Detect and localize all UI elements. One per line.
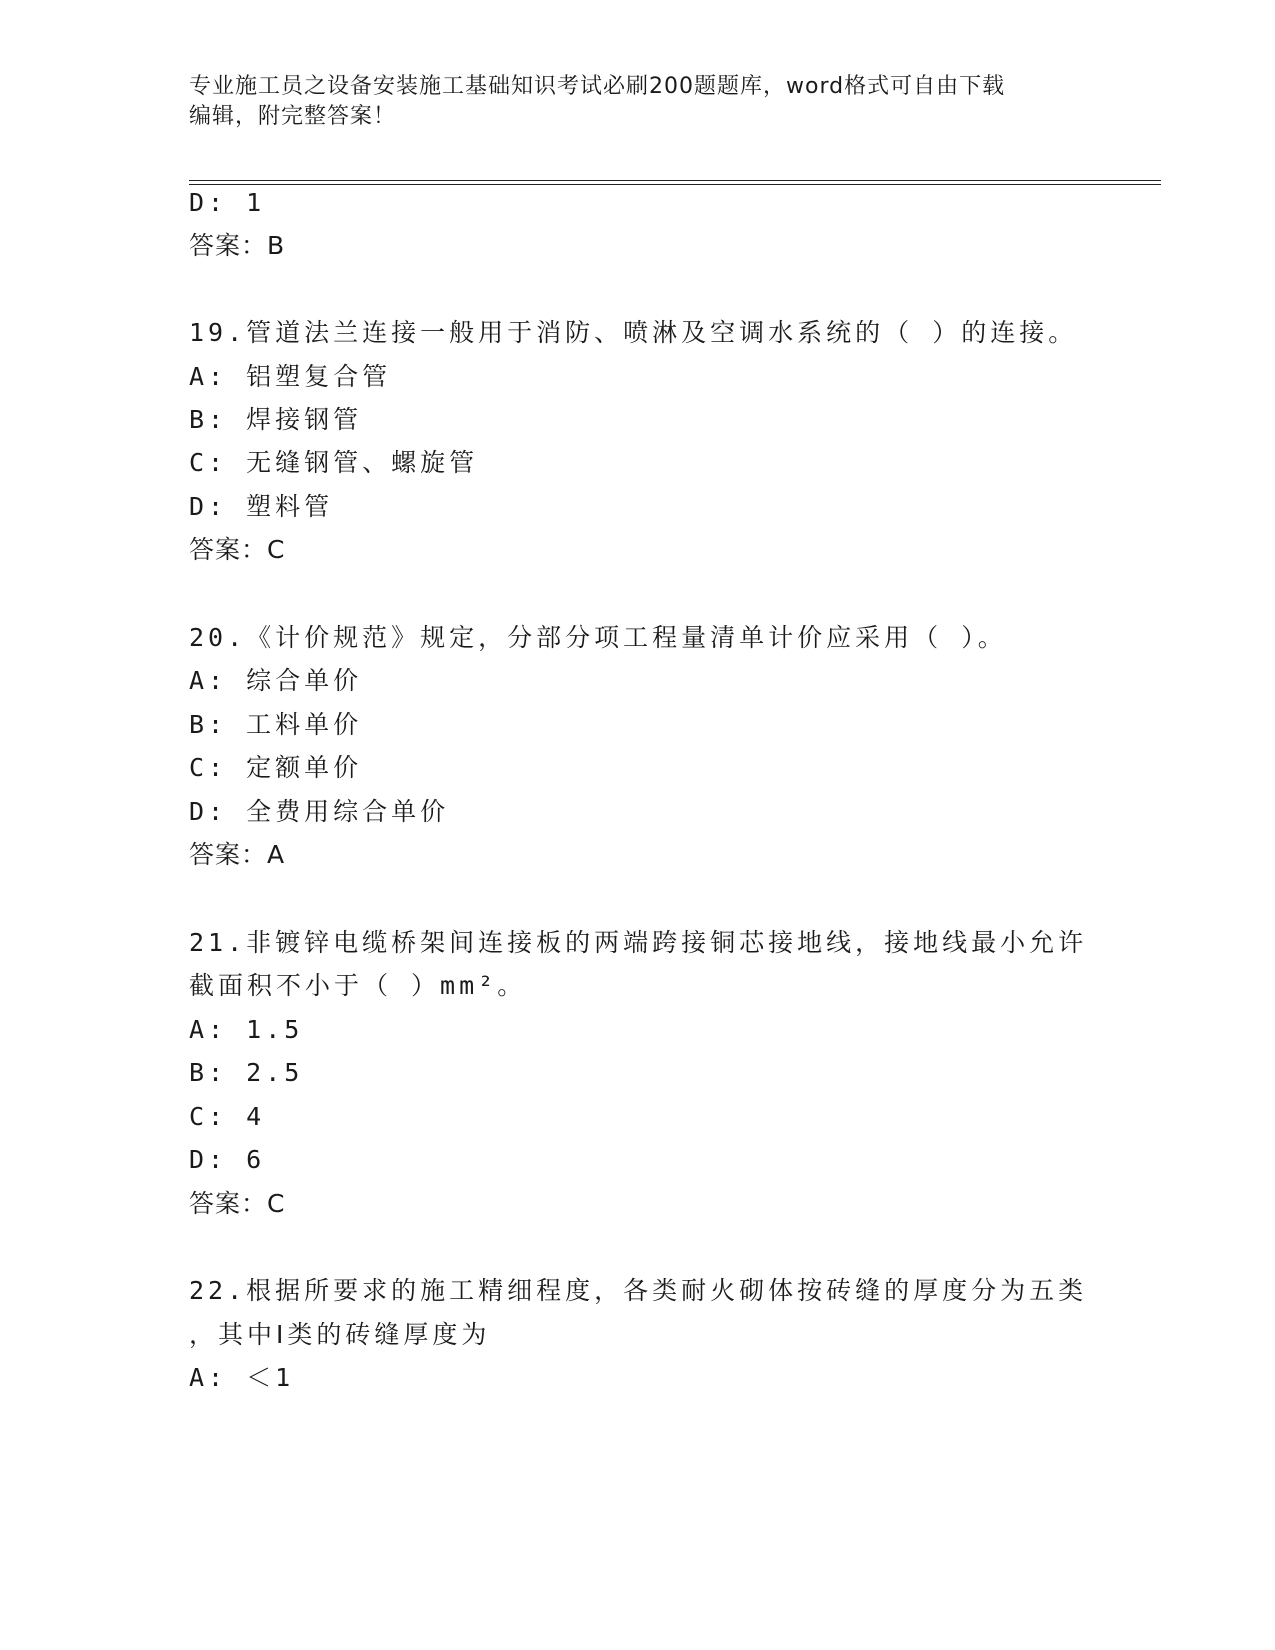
q22-text-line2: ，其中Ⅰ类的砖缝厚度为	[189, 1320, 491, 1349]
document-header	[189, 72, 1089, 132]
q19-option-b: B: 焊接钢管	[189, 405, 363, 434]
q20-text: 20.《计价规范》规定，分部分项工程量清单计价应采用（ ）。	[189, 623, 1007, 652]
q20-option-d: D: 全费用综合单价	[189, 797, 450, 826]
q22-option-a: A: ＜1	[189, 1363, 295, 1392]
header-divider	[189, 180, 1161, 185]
q19-text: 19.管道法兰连接一般用于消防、喷淋及空调水系统的（ ）的连接。	[189, 318, 1078, 347]
header-title-line1: 专业施工员之设备安装施工基础知识考试必刷200题题库，word格式可自由下载	[189, 74, 1006, 99]
q19-option-a: A: 铝塑复合管	[189, 362, 392, 391]
q21-option-c: C: 4	[189, 1102, 266, 1131]
prev-answer: 答案：B	[189, 231, 286, 260]
q21-text-line1: 21.非镀锌电缆桥架间连接板的两端跨接铜芯接地线，接地线最小允许	[189, 928, 1088, 957]
q20-option-a: A: 综合单价	[189, 666, 363, 695]
q19-answer: 答案：C	[189, 535, 286, 564]
q19-option-d: D: 塑料管	[189, 492, 334, 521]
q21-option-d: D: 6	[189, 1145, 266, 1174]
q20-option-c: C: 定额单价	[189, 753, 363, 782]
q21-option-b: B: 2.5	[189, 1058, 304, 1087]
q21-answer: 答案：C	[189, 1189, 286, 1218]
header-title-line2: 编辑，附完整答案！	[189, 104, 397, 129]
q21-text-line2: 截面积不小于（ ）mm²。	[189, 971, 527, 1000]
q21-option-a: A: 1.5	[189, 1015, 304, 1044]
q19-option-c: C: 无缝钢管、螺旋管	[189, 448, 479, 477]
q20-answer: 答案：A	[189, 840, 286, 869]
q20-option-b: B: 工料单价	[189, 710, 363, 739]
q22-text-line1: 22.根据所要求的施工精细程度，各类耐火砌体按砖缝的厚度分为五类	[189, 1276, 1088, 1305]
prev-option-d: D: 1	[189, 188, 266, 217]
